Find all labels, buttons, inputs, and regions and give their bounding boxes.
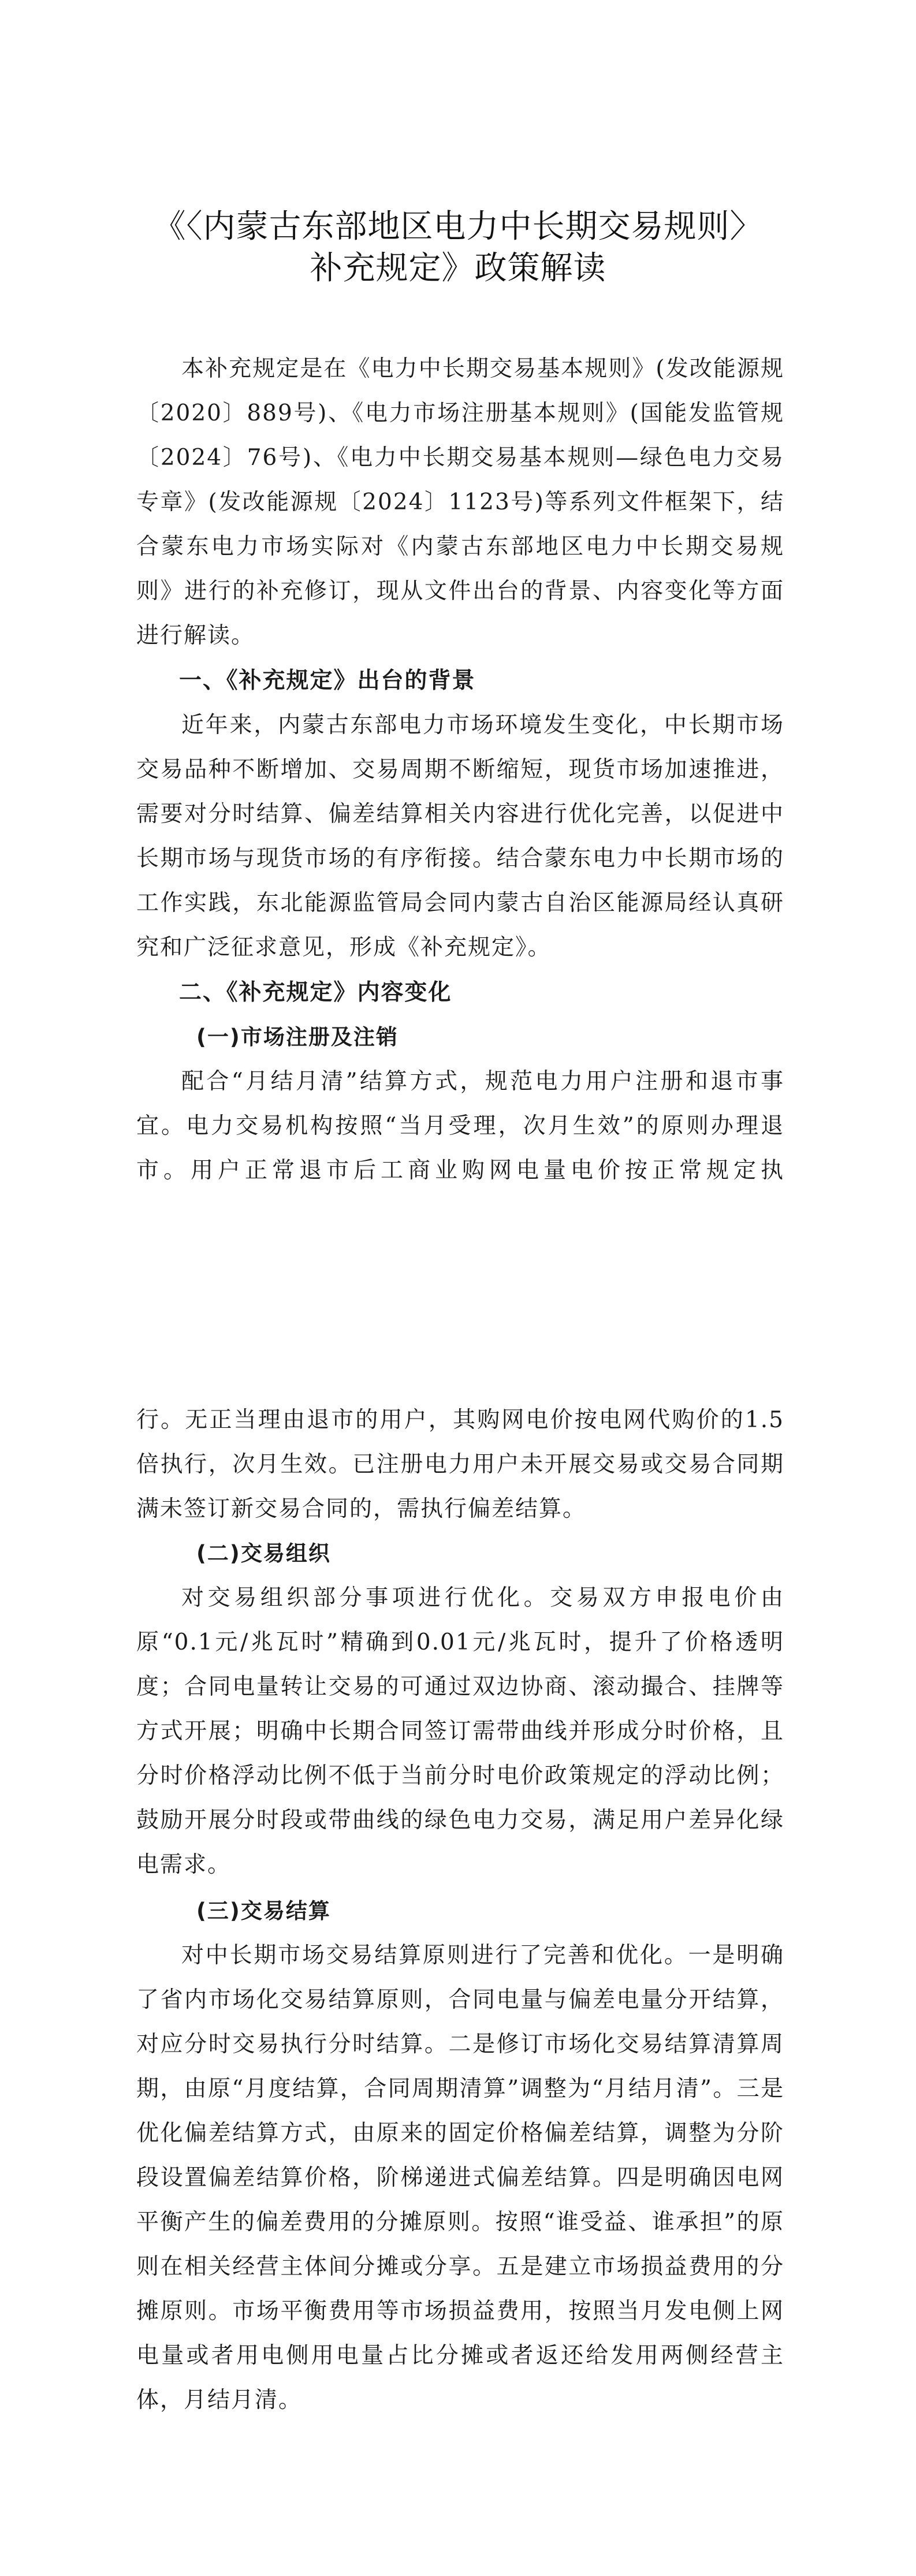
subsection3-heading: (三)交易结算 bbox=[196, 1899, 331, 1923]
subsection3-paragraph: 对中长期市场交易结算原则进行了完善和优化。一是明确了省内市场化交易结算原则，合同电量与偏差电量分开结算，对应分时交易执行分时结算。二是修订市场化交易结算清算周期，由原“月度结算，合同周期清算”调整为“月结月清”。三是优化偏差结算方式，由原来的固定价格偏差结算，调整为分阶段设置偏差结算价格，阶梯递进式偏差结算。四是明确因电网平衡产生的偏差费用的分摊原则。按照“谁受益、谁承担”的原则在相关经营主体间分摊或分享。五是建立市场损益费用的分摊原则。市场平衡费用等市场损益费用，按照当月发电侧上网电量或者用电侧用电量占比分摊或者返还给发用两侧经营主体，月结月清。 bbox=[136, 1942, 784, 2413]
subsection2-paragraph: 对交易组织部分事项进行优化。交易双方申报电价由原“0.1元/兆瓦时”精确到0.01元/兆瓦时，提升了价格透明度；合同电量转让交易的可通过双边协商、滚动撮合、挂牌等方式开展；明确中长期合同签订需带曲线并形成分时价格，且分时价格浮动比例不低于当前分时电价政策规定的浮动比例；鼓励开展分时段或带曲线的绿色电力交易，满足用户差异化绿电需求。 bbox=[136, 1585, 784, 1878]
section1-paragraph: 近年来，内蒙古东部电力市场环境发生变化，中长期市场交易品种不断增加、交易周期不断缩短，现货市场加速推进，需要对分时结算、偏差结算相关内容进行优化完善，以促进中长期市场与现货市场的有序衔接。结合蒙东电力中长期市场的工作实践，东北能源监管局会同内蒙古自治区能源局经认真研究和广泛征求意见，形成《补充规定》。 bbox=[136, 712, 784, 961]
section1-heading: 一、《补充规定》出台的背景 bbox=[179, 668, 476, 694]
document-title-line1: 《〈内蒙古东部地区电力中长期交易规则〉 bbox=[153, 208, 763, 245]
subsection1-paragraph-part1: 配合“月结月清”结算方式，规范电力用户注册和退市事宜。电力交易机构按照“当月受理，次月生效”的原则办理退市。用户正常退市后工商业购网电量电价按正常规定执 bbox=[136, 1069, 784, 1183]
intro-paragraph: 本补充规定是在《电力中长期交易基本规则》(发改能源规〔2020〕889号)、《电力市场注册基本规则》(国能发监管规〔2024〕76号)、《电力中长期交易基本规则—绿色电力交易专章》(发改能源规〔2024〕1123号)等系列文件框架下，结合蒙东电力市场实际对《内蒙古东部地区电力中长期交易规则》进行的补充修订，现从文件出台的背景、内容变化等方面进行解读。 bbox=[136, 356, 784, 649]
subsection1-paragraph-part2: 行。无正当理由退市的用户，其购网电价按电网代购价的1.5倍执行，次月生效。已注册电力用户未开展交易或交易合同期满未签订新交易合同的，需执行偏差结算。 bbox=[136, 1407, 784, 1522]
section2-heading: 二、《补充规定》内容变化 bbox=[179, 980, 452, 1006]
subsection1-heading: (一)市场注册及注销 bbox=[196, 1025, 399, 1049]
document-title-line2: 补充规定》政策解读 bbox=[310, 250, 606, 287]
subsection2-heading: (二)交易组织 bbox=[196, 1541, 331, 1566]
